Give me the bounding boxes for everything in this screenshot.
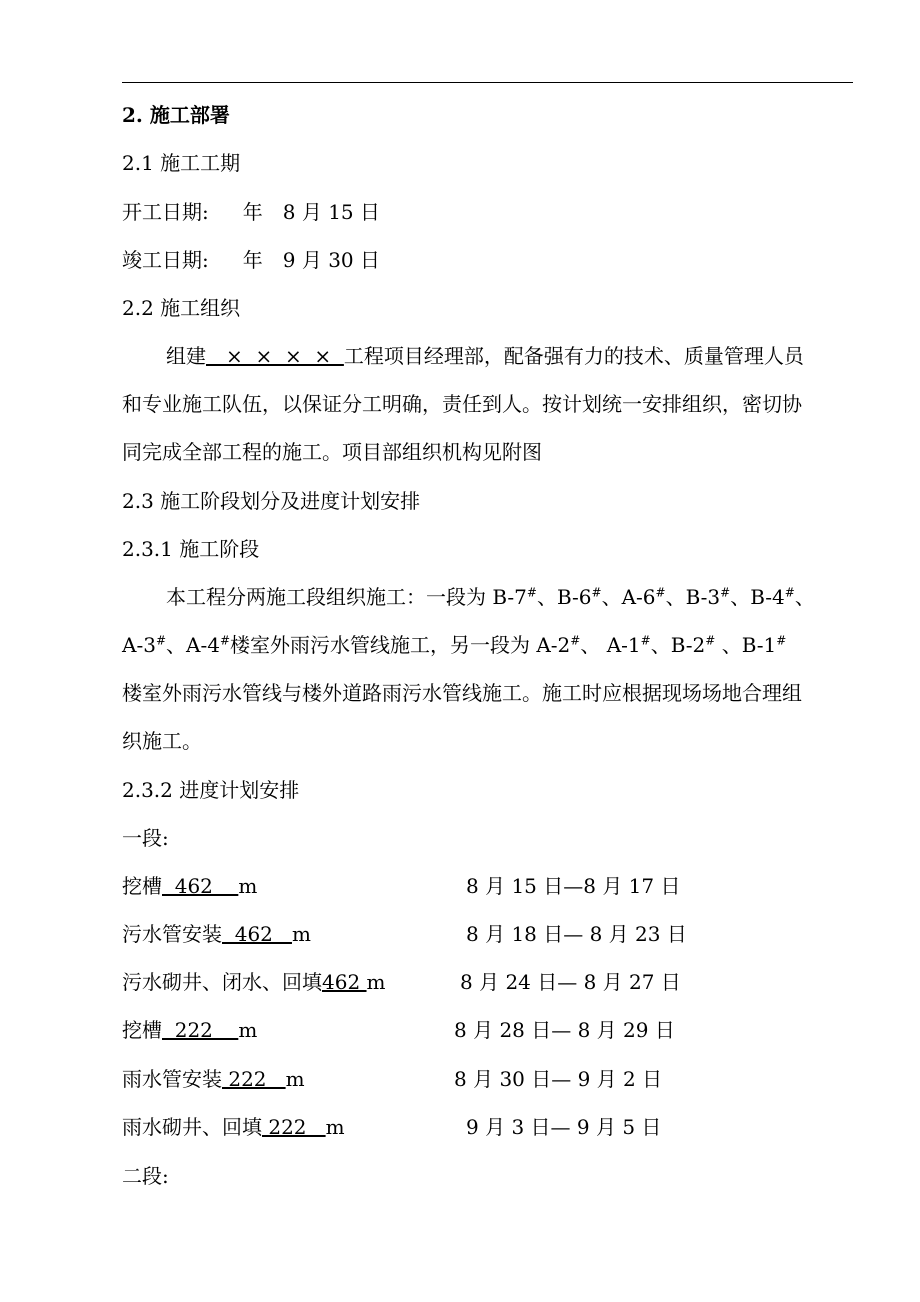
phase-paragraph-line-4: 织施工。	[122, 729, 202, 753]
start-date-label: 开工日期:	[122, 200, 209, 224]
end-date-label: 竣工日期:	[122, 248, 209, 272]
task-name: 雨水砌井、回填	[122, 1115, 262, 1139]
task-name: 污水管安装	[122, 922, 222, 946]
heading-2-3-2: 2.3.2 进度计划安排	[122, 778, 300, 802]
task-unit: m	[325, 1115, 345, 1139]
task-unit: m	[238, 874, 258, 898]
task-name: 挖槽	[122, 1018, 162, 1042]
end-date-value: 年 9 月 30 日	[242, 248, 380, 272]
task-quantity: 462	[222, 922, 292, 946]
org-paragraph-line-3: 同完成全部工程的施工。项目部组织机构见附图	[122, 440, 542, 464]
phase-paragraph-line-1: 本工程分两施工段组织施工：一段为 B-7#、B-6#、A-6#、B-3#、B-4#、	[166, 585, 815, 609]
segment-two-label: 二段:	[122, 1164, 169, 1188]
task-quantity: 222	[262, 1115, 326, 1139]
task-dates: 8 月 18 日— 8 月 23 日	[466, 922, 687, 946]
task-unit: m	[285, 1067, 305, 1091]
org-paragraph-line-1: 组建 × × × × 工程项目经理部，配备强有力的技术、质量管理人员	[166, 344, 804, 368]
heading-2-3-1: 2.3.1 施工阶段	[122, 537, 260, 561]
section-title: 2. 施工部署	[122, 103, 230, 127]
task-dates: 9 月 3 日— 9 月 5 日	[466, 1115, 662, 1139]
task-dates: 8 月 30 日— 9 月 2 日	[454, 1067, 663, 1091]
task-name: 挖槽	[122, 874, 162, 898]
task-unit: m	[366, 970, 386, 994]
task-dates: 8 月 15 日—8 月 17 日	[466, 874, 681, 898]
end-date-line	[122, 245, 380, 275]
heading-2-3: 2.3 施工阶段划分及进度计划安排	[122, 489, 421, 513]
segment-one-label: 一段:	[122, 826, 169, 850]
project-name-blank: × × × ×	[206, 344, 344, 368]
task-name: 雨水管安装	[122, 1067, 222, 1091]
start-date-line	[122, 197, 380, 227]
task-quantity: 222	[222, 1067, 286, 1091]
task-dates: 8 月 28 日— 8 月 29 日	[454, 1018, 675, 1042]
task-quantity: 462	[162, 874, 239, 898]
header-rule	[122, 82, 853, 83]
task-unit: m	[238, 1018, 258, 1042]
task-unit: m	[291, 922, 311, 946]
phase-paragraph-line-3: 楼室外雨污水管线与楼外道路雨污水管线施工。施工时应根据现场场地合理组	[122, 681, 802, 705]
phase-paragraph-line-2: A-3#、A-4#楼室外雨污水管线施工，另一段为 A-2#、 A-1#、B-2# 、B-1#	[122, 633, 787, 657]
org-paragraph-line-2: 和专业施工队伍，以保证分工明确，责任到人。按计划统一安排组织，密切协	[122, 392, 802, 416]
task-dates: 8 月 24 日— 8 月 27 日	[460, 970, 681, 994]
heading-2-1: 2.1 施工工期	[122, 151, 241, 175]
start-date-value: 年 8 月 15 日	[242, 200, 380, 224]
task-name: 污水砌井、闭水、回填	[122, 970, 322, 994]
heading-2-2: 2.2 施工组织	[122, 296, 241, 320]
task-quantity: 462	[322, 970, 367, 994]
task-quantity: 222	[162, 1018, 239, 1042]
